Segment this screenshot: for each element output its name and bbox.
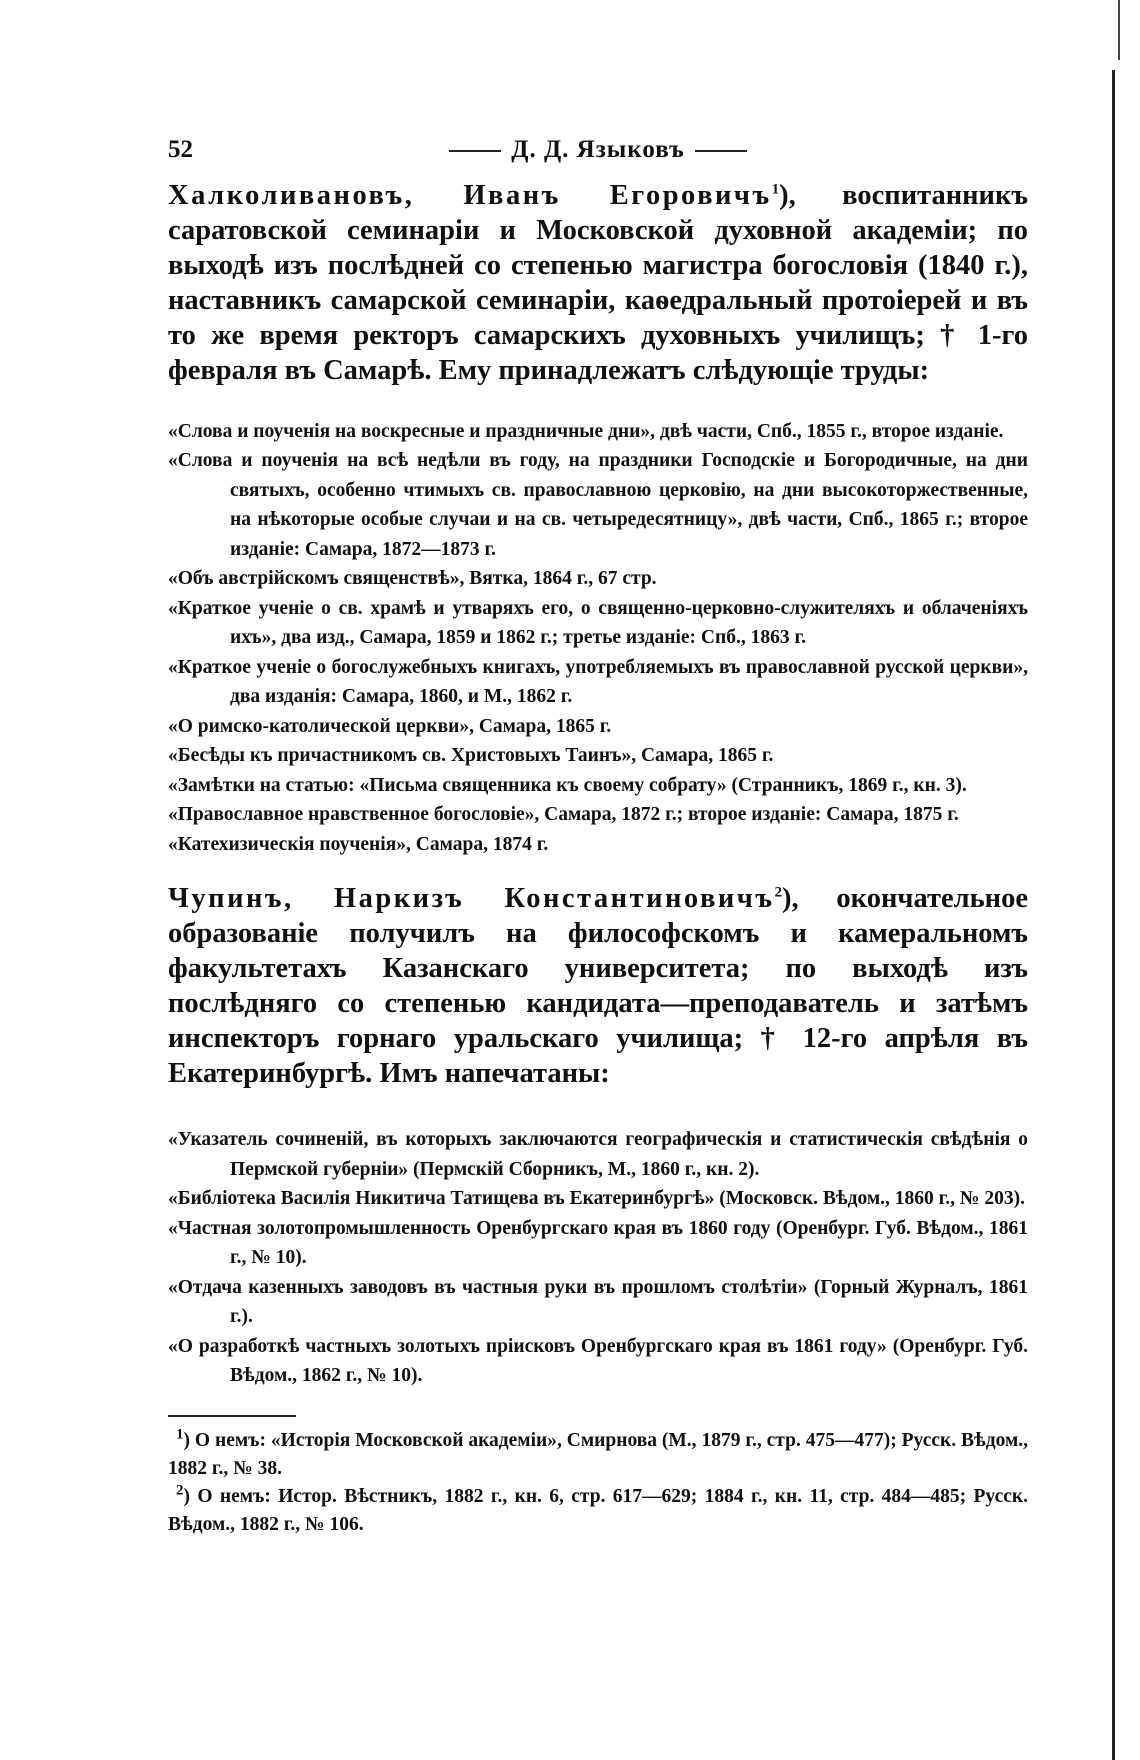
running-title: [168, 136, 1028, 164]
header-dash-left: [449, 150, 501, 152]
works-list-1: [168, 417, 1028, 860]
running-title-text: Д. Д. Языковъ: [511, 136, 685, 163]
entry-body: ), воспитанникъ саратовской семинаріи и Московской духовной академіи; по выходѣ изъ послѣдней со степенью магистра богословія (1840 г.), наставникъ самарской семинаріи, каѳедральный протоіерей и въ то же время ректоръ самарскихъ духовныхъ училищъ; † 1-го февраля въ Самарѣ. Ему принадлежатъ слѣдующіе труды:: [168, 180, 1029, 386]
footnote-mark: 1: [176, 1426, 184, 1442]
work-item: «О римско-католической церкви», Самара, 1865 г.: [168, 715, 612, 737]
footnote-text: ) О немъ: Истор. Вѣстникъ, 1882 г., кн. 6, стр. 617—629; 1884 г., кн. 11, стр. 484—485; Русск. Вѣдом., 1882 г., № 106.: [168, 1485, 1028, 1535]
work-item: «Частная золотопромышленность Оренбургскаго края въ 1860 году (Оренбург. Губ. Вѣдом., 1861 г., № 10).: [168, 1217, 1028, 1268]
footnote: [168, 1483, 1028, 1539]
works-list-2: [168, 1125, 1028, 1391]
footnote-ref: 2: [774, 884, 782, 901]
work-item: «Слова и поученія на воскресные и праздничные дни», двѣ части, Спб., 1855 г., второе изданіе.: [168, 420, 1004, 442]
work-item: «Замѣтки на статью: «Письма священника къ своему собрату» (Странникъ, 1869 г., кн. 3).: [168, 774, 967, 796]
work-item: «Отдача казенныхъ заводовъ въ частныя руки въ прошломъ столѣтіи» (Горный Журналъ, 1861 г.).: [168, 1276, 1028, 1327]
footnote-text: ) О немъ: «Исторія Московской академіи», Смирнова (М., 1879 г., стр. 475—477); Русск. Вѣдом., 1882 г., № 38.: [168, 1429, 1028, 1479]
header-dash-right: [695, 150, 747, 152]
footnote-separator: [168, 1415, 296, 1417]
work-item: «Слова и поученія на всѣ недѣли въ году, на праздники Господскіе и Богородичные, на дни святыхъ, особенно чтимыхъ св. православною церковію, на дни высокоторжественные, на нѣкоторые особые случаи и на св. четыредесятницу», двѣ части, Спб., 1865 г.; второе изданіе: Самара, 1872—1873 г.: [168, 450, 1028, 560]
page: [168, 130, 1028, 1539]
entry-body: ), окончательное образованіе получилъ на философскомъ и камеральномъ факультетахъ Казанскаго университета; по выходѣ изъ послѣдняго со степенью кандидата—преподаватель и затѣмъ инспекторъ горнаго уральскаго училища; † 12-го апрѣля въ Екатеринбургѣ. Имъ напечатаны:: [168, 883, 1029, 1089]
work-item: «Краткое ученіе о богослужебныхъ книгахъ, употребляемыхъ въ православной русской церкви», два изданія: Самара, 1860, и М., 1862 г.: [168, 656, 1028, 707]
work-item: «Библіотека Василія Никитича Татищева въ Екатеринбургѣ» (Московск. Вѣдом., 1860 г., № 203).: [168, 1188, 1026, 1209]
work-item: «Указатель сочиненій, въ которыхъ заключаются географическія и статистическія свѣдѣнія о Пермской губерніи» (Пермскій Сборникъ, М., 1860 г., кн. 2).: [168, 1129, 1028, 1180]
work-item: «Катехизическія поученія», Самара, 1874 г.: [168, 833, 549, 855]
footnote: [168, 1427, 1028, 1483]
work-item: «Объ австрійскомъ священствѣ», Вятка, 1864 г., 67 стр.: [168, 568, 657, 589]
running-header: [168, 130, 1028, 170]
entry-name: Чупинъ, Наркизъ Константиновичъ: [168, 883, 775, 914]
page-edge-rule: [1112, 70, 1115, 1760]
entry-chupin: [168, 881, 1028, 1091]
entry-name: Халколивановъ, Иванъ Егоровичъ: [168, 180, 772, 211]
page-edge-mark: [1118, 0, 1120, 60]
entry-khalkolivanov: [168, 178, 1028, 388]
page-number: 52: [168, 136, 193, 163]
footnotes: [168, 1427, 1028, 1539]
footnote-mark: 2: [176, 1482, 184, 1498]
work-item: «О разработкѣ частныхъ золотыхъ пріисковъ Оренбургскаго края въ 1861 году» (Оренбург. Губ. Вѣдом., 1862 г., № 10).: [168, 1335, 1028, 1386]
work-item: «Православное нравственное богословіе», Самара, 1872 г.; второе изданіе: Самара, 1875 г.: [168, 804, 959, 825]
footnote-ref: 1: [771, 181, 780, 198]
work-item: «Краткое ученіе о св. храмѣ и утваряхъ его, о священно-церковно-служителяхъ и облаченіяхъ ихъ», два изд., Самара, 1859 и 1862 г.; третье изданіе: Спб., 1863 г.: [168, 597, 1028, 648]
work-item: «Бесѣды къ причастникомъ св. Христовыхъ Таинъ», Самара, 1865 г.: [168, 745, 774, 766]
